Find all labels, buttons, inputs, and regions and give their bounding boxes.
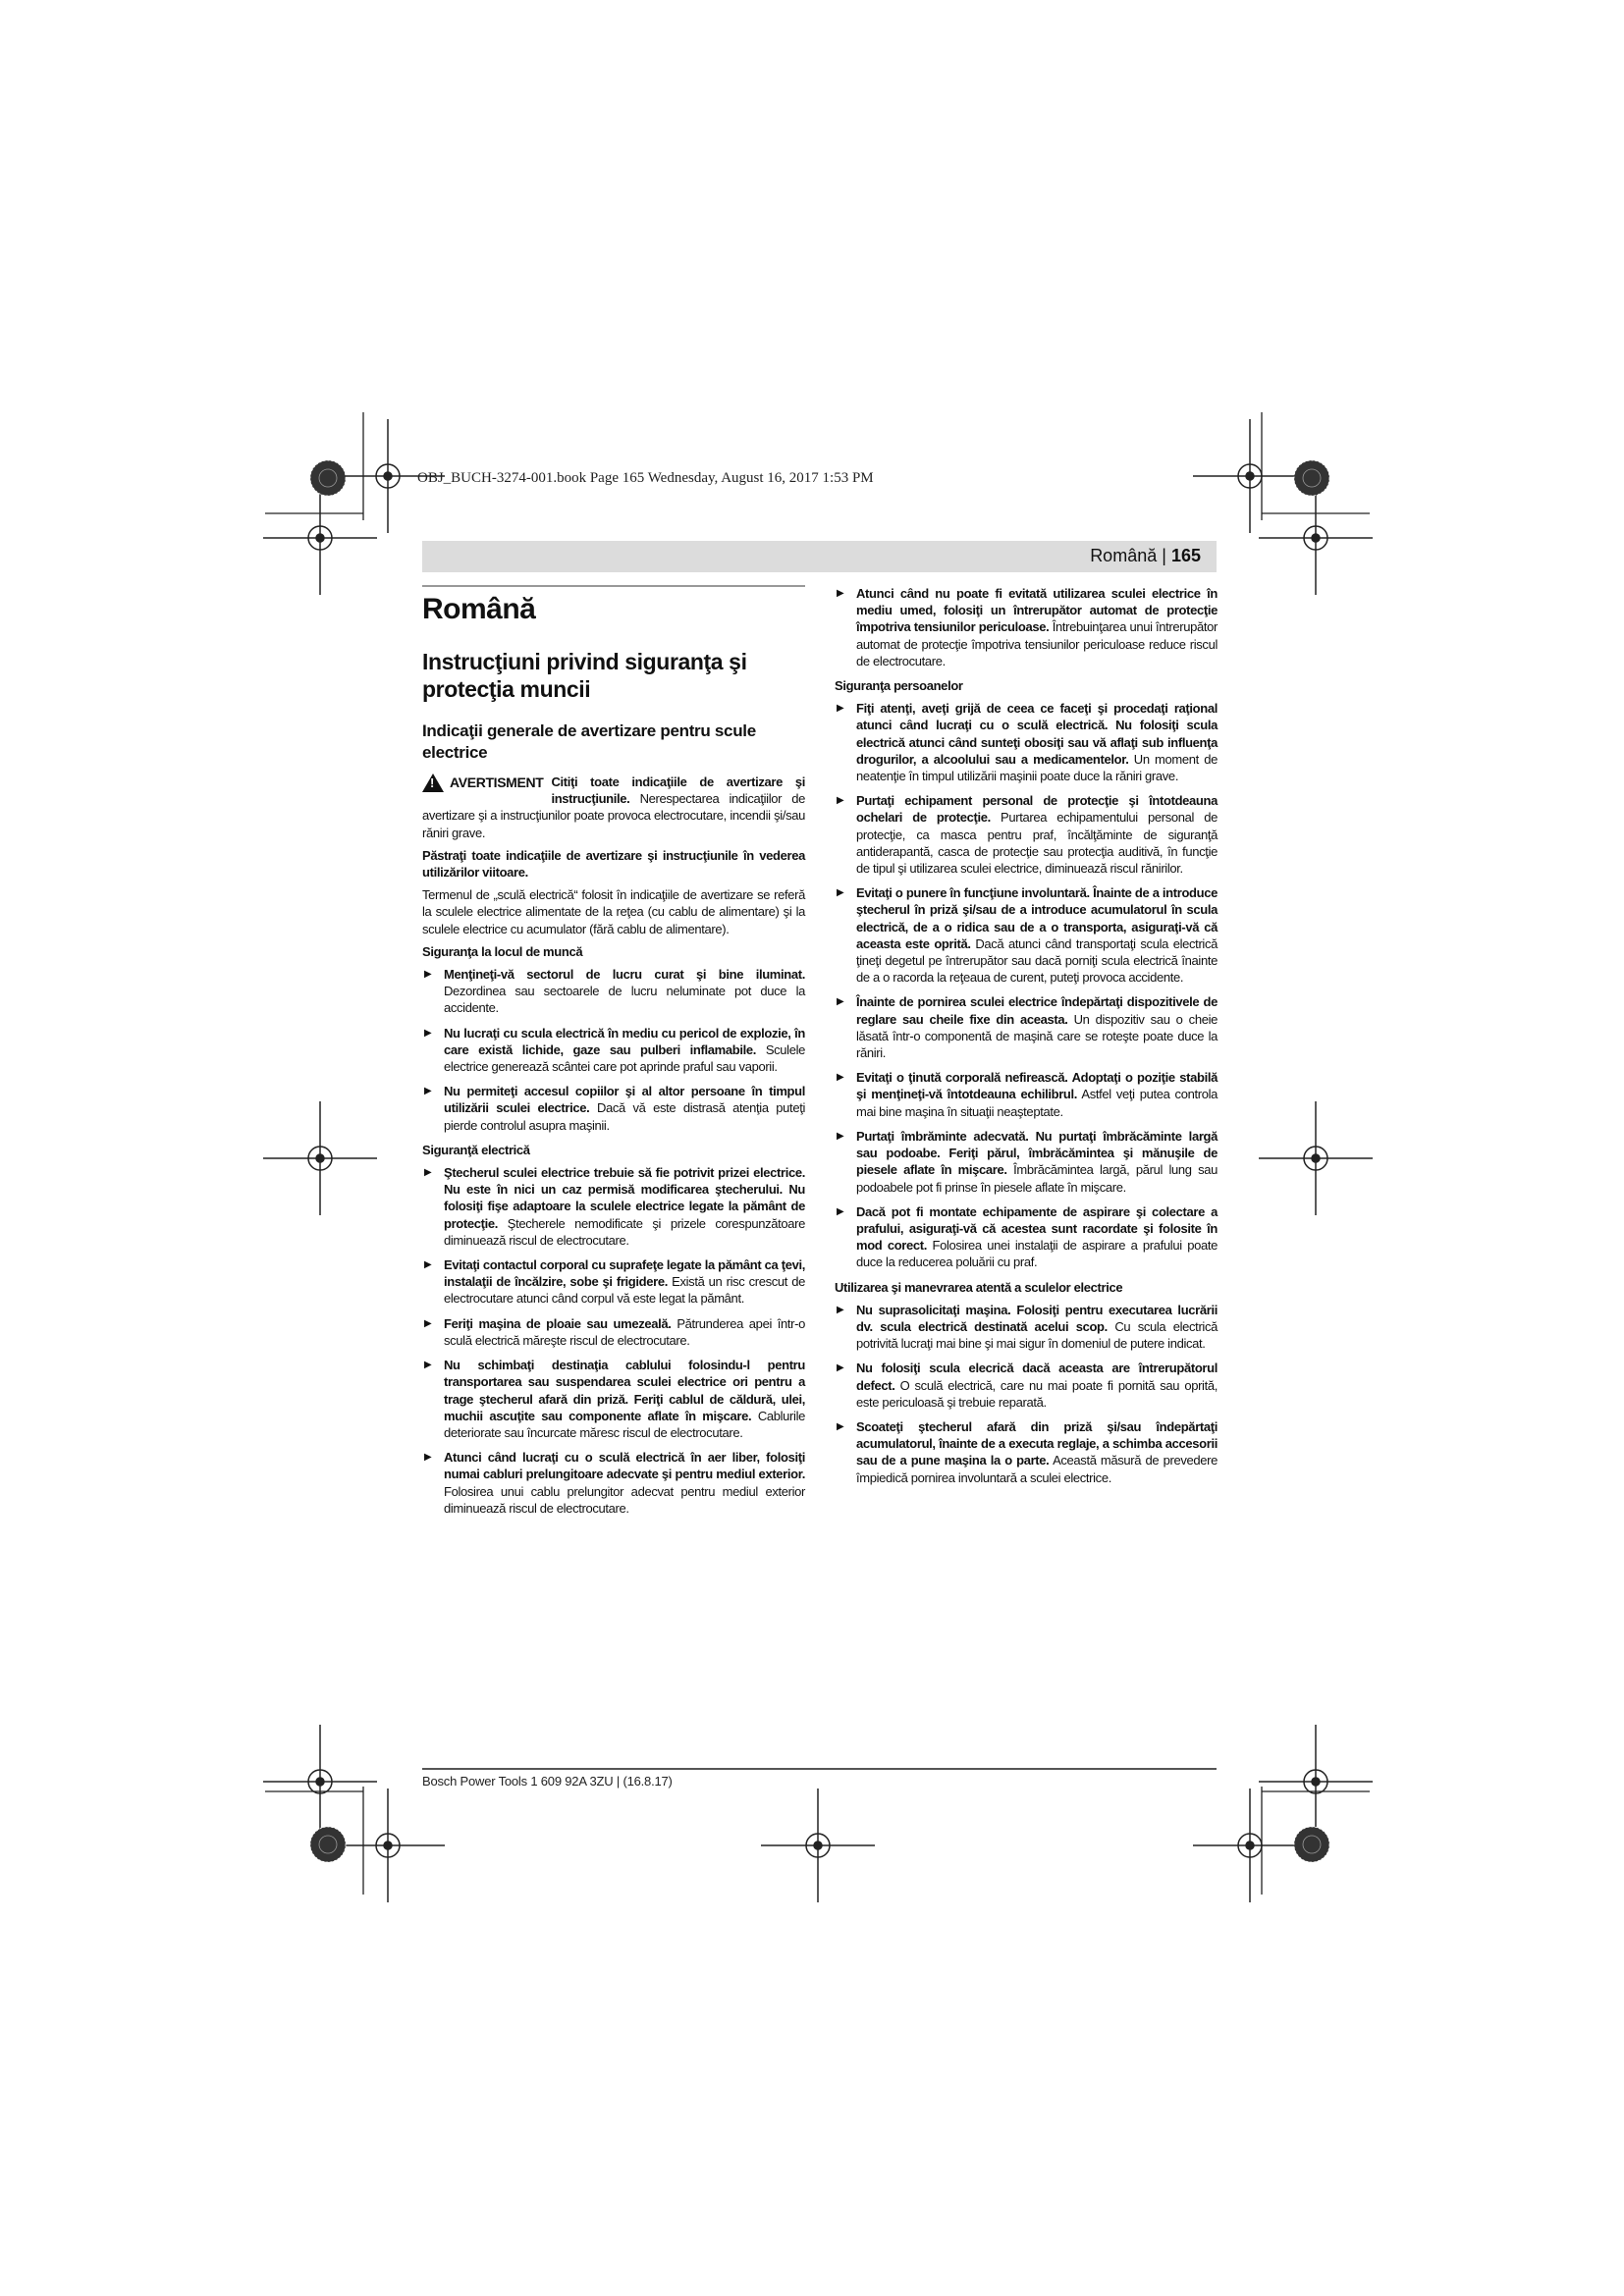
warning-label: AVERTISMENT	[450, 774, 544, 790]
section-title-workplace: Siguranţa la locul de muncă	[422, 943, 583, 959]
list-item: ▶ Scoateţi ştecherul afară din priză şi/sau îndepărtaţi acumulatorul, înainte de a executa reglaje, a schimba accesorii sau de a pune maşina la o parte. Această măsură de prevedere împiedică pornirea involuntară a sculei electrice.	[835, 1418, 1218, 1486]
list-item: ▶ Fiţi atenţi, aveţi grijă de ceea ce faceţi şi procedaţi raţional atunci când lucraţi cu o sculă electrică. Nu folosiţi scula electrică atunci când sunteţi obosiţi sau vă aflaţi sub influenţa drogurilor, a alcoolului sau a medicamentelor. Un moment de neatenţie în timpul utilizării maşinii poate duce la răniri grave.	[835, 700, 1218, 784]
right-column	[835, 585, 1218, 1494]
tool-use-list	[835, 1302, 1218, 1486]
term-definition-text: Termenul de „sculă electrică“ folosit în indicaţiile de avertizare se referă la sculele electrice alimentate de la reţea (cu cablu de alimentare) şi la sculele electrice cu acumulator (fără cablu de alimentare).	[422, 887, 805, 936]
running-head-separator: |	[1162, 546, 1166, 565]
list-item: ▶ Nu folosiţi scula elecrică dacă aceasta are întrerupătorul defect. O sculă electrică, care nu mai poate fi pornită sau oprită, este periculoasă şi trebuie reparată.	[835, 1360, 1218, 1411]
list-item: ▶ Ştecherul sculei electrice trebuie să fie potrivit prizei electrice. Nu este în nici un caz permisă modificarea ştecherului. Nu folosiţi fişe adaptoare la sculele electrice legate la pământ de protecţie. Ştecherele nemodificate şi prizele corespunzătoare diminuează riscul de electrocutare.	[422, 1164, 805, 1249]
page-number: 165	[1170, 546, 1201, 565]
list-item: ▶ Nu suprasolicitaţi maşina. Folosiţi pentru executarea lucrării dv. scula electrică destinată acelui scop. Cu scula electrică potrivită lucraţi mai bine şi mai sigur în domeniul de putere indicat.	[835, 1302, 1218, 1353]
page-footer: Bosch Power Tools 1 609 92A 3ZU | (16.8.17)	[422, 1774, 673, 1789]
electrical-list-continued	[835, 585, 1218, 669]
list-item: ▶ Evitaţi o ţinută corporală nefirească. Adoptaţi o poziţie stabilă şi menţineţi-vă întotdeauna echilibrul. Astfel veţi putea controla mai bine maşina în situaţii neaşteptate.	[835, 1069, 1218, 1120]
list-item: ▶ Atunci când lucraţi cu o sculă electrică în aer liber, folosiţi numai cabluri prelungitoare adecvate şi pentru mediul exterior. Folosirea unui cablu prelungitor adecvat pentru mediul exterior diminuează riscul de electrocutare.	[422, 1449, 805, 1517]
list-item: ▶ Menţineţi-vă sectorul de lucru curat şi bine iluminat. Dezordinea sau sectoarele de lucru neluminate pot duce la accidente.	[422, 966, 805, 1017]
personal-safety-list	[835, 700, 1218, 1270]
running-head	[422, 541, 1217, 572]
section-title-tool-use: Utilizarea şi manevrarea atentă a sculelor electrice	[835, 1279, 1123, 1295]
list-item: ▶ Atunci când nu poate fi evitată utilizarea sculei electrice în mediu umed, folosiţi un întrerupător automat de protecţie împotriva tensiunilor periculoase. Întrebuinţarea unui întrerupător automat de protecţie împotriva tensiunilor periculoase reduce riscul de electrocutare.	[835, 585, 1218, 669]
list-item: ▶ Evitaţi contactul corporal cu suprafeţe legate la pământ ca ţevi, instalaţii de încălzire, sobe şi frigidere. Există un risc crescut de electrocutare atunci când corpul vă este legat la pământ.	[422, 1256, 805, 1308]
print-header: OBJ_BUCH-3274-001.book Page 165 Wednesday, August 16, 2017 1:53 PM	[417, 470, 874, 486]
warning-text: Nerespectarea indicaţiilor de avertizare şi a instrucţiunilor poate provoca electrocutare, incendii şi/sau răniri grave.	[422, 791, 806, 840]
list-item: ▶ Dacă pot fi montate echipamente de aspirare şi colectare a prafului, asiguraţi-vă că acestea sunt racordate şi folosite în mod corect. Folosirea unei instalaţii de aspirare a prafului poate duce la reducerea poluării cu praf.	[835, 1203, 1218, 1271]
safety-heading: Instrucţiuni privind siguranţa şi protecţia muncii	[422, 649, 747, 702]
warning-triangle-icon	[422, 774, 444, 792]
list-item: ▶ Înainte de pornirea sculei electrice îndepărtaţi dispozitivele de reglare sau cheile fixe din aceasta. Un dispozitiv sau o cheie lăsată într-o componentă de maşină care se roteşte poate duce la răniri.	[835, 993, 1218, 1061]
footer-rule	[422, 1768, 1217, 1770]
warning-badge	[422, 774, 543, 792]
general-warnings-heading: Indicaţii generale de avertizare pentru scule electrice	[422, 721, 756, 762]
section-title-personal: Siguranţa persoanelor	[835, 678, 963, 694]
list-item: ▶ Nu schimbaţi destinaţia cablului folosindu-l pentru transportarea sau suspendarea sculei electrice ori pentru a trage ştecherul afară din priză. Feriţi cablul de căldură, ulei, muchii ascuţite sau componente aflate în mişcare. Cablurile deteriorate sau încurcate măresc riscul de electrocutare.	[422, 1357, 805, 1441]
workplace-list	[422, 966, 805, 1134]
warning-bold-text: Citiţi toate indicaţiile de avertizare şi instrucţiunile.	[551, 774, 805, 807]
list-item: ▶ Feriţi maşina de ploaie sau umezeală. Pătrunderea apei într-o sculă electrică măreşte riscul de electrocutare.	[422, 1315, 805, 1349]
keep-instructions-text: Păstraţi toate indicaţiile de avertizare şi instrucţiunile în vederea utilizărilor viitoare.	[422, 847, 805, 881]
list-item: ▶ Nu lucraţi cu scula electrică în mediu cu pericol de explozie, în care există lichide, gaze sau pulberi inflamabile. Sculele electrice generează scântei care pot aprinde praful sau vaporii.	[422, 1025, 805, 1076]
left-column	[422, 585, 805, 1524]
list-item: ▶ Nu permiteţi accesul copiilor şi al altor persoane în timpul utilizării sculei electrice. Dacă vă este distrasă atenţia puteţi pierde controlul asupra maşinii.	[422, 1083, 805, 1134]
page-number-label	[1090, 546, 1201, 566]
electrical-list	[422, 1164, 805, 1517]
warning-paragraph	[422, 774, 805, 841]
section-title-electrical: Siguranţă electrică	[422, 1142, 530, 1157]
list-item: ▶ Evitaţi o punere în funcţiune involuntară. Înainte de a introduce ştecherul în priză şi/sau de a introduce acumulatorul în scula electrică, de a o ridica sau de a o transporta, asiguraţi-vă că aceasta este oprită. Dacă atunci când transportaţi scula electrică ţineţi degetul pe întrerupător sau dacă porniţi scula electrică înainte de a o racorda la reţeaua de curent, puteţi provoca accidente.	[835, 884, 1218, 986]
language-heading: Română	[422, 593, 536, 625]
running-head-language: Română	[1090, 546, 1158, 565]
list-item: ▶ Purtaţi echipament personal de protecţie şi întotdeauna ochelari de protecţie. Purtarea echipamentului personal de protecţie, ca masca pentru praf, încălţăminte de siguranţă antiderapantă, casca de protecţie sau protecţia auditivă, în funcţie de tipul şi utilizarea sculei electrice, diminuează riscul rănirilor.	[835, 792, 1218, 877]
list-item: ▶ Purtaţi îmbrăminte adecvată. Nu purtaţi îmbrăcăminte largă sau podoabe. Feriţi părul, îmbrăcămintea şi mănuşile de piesele aflate în mişcare. Îmbrăcămintea largă, părul lung sau podoabele pot fi prinse în piesele aflate în mişcare.	[835, 1128, 1218, 1196]
